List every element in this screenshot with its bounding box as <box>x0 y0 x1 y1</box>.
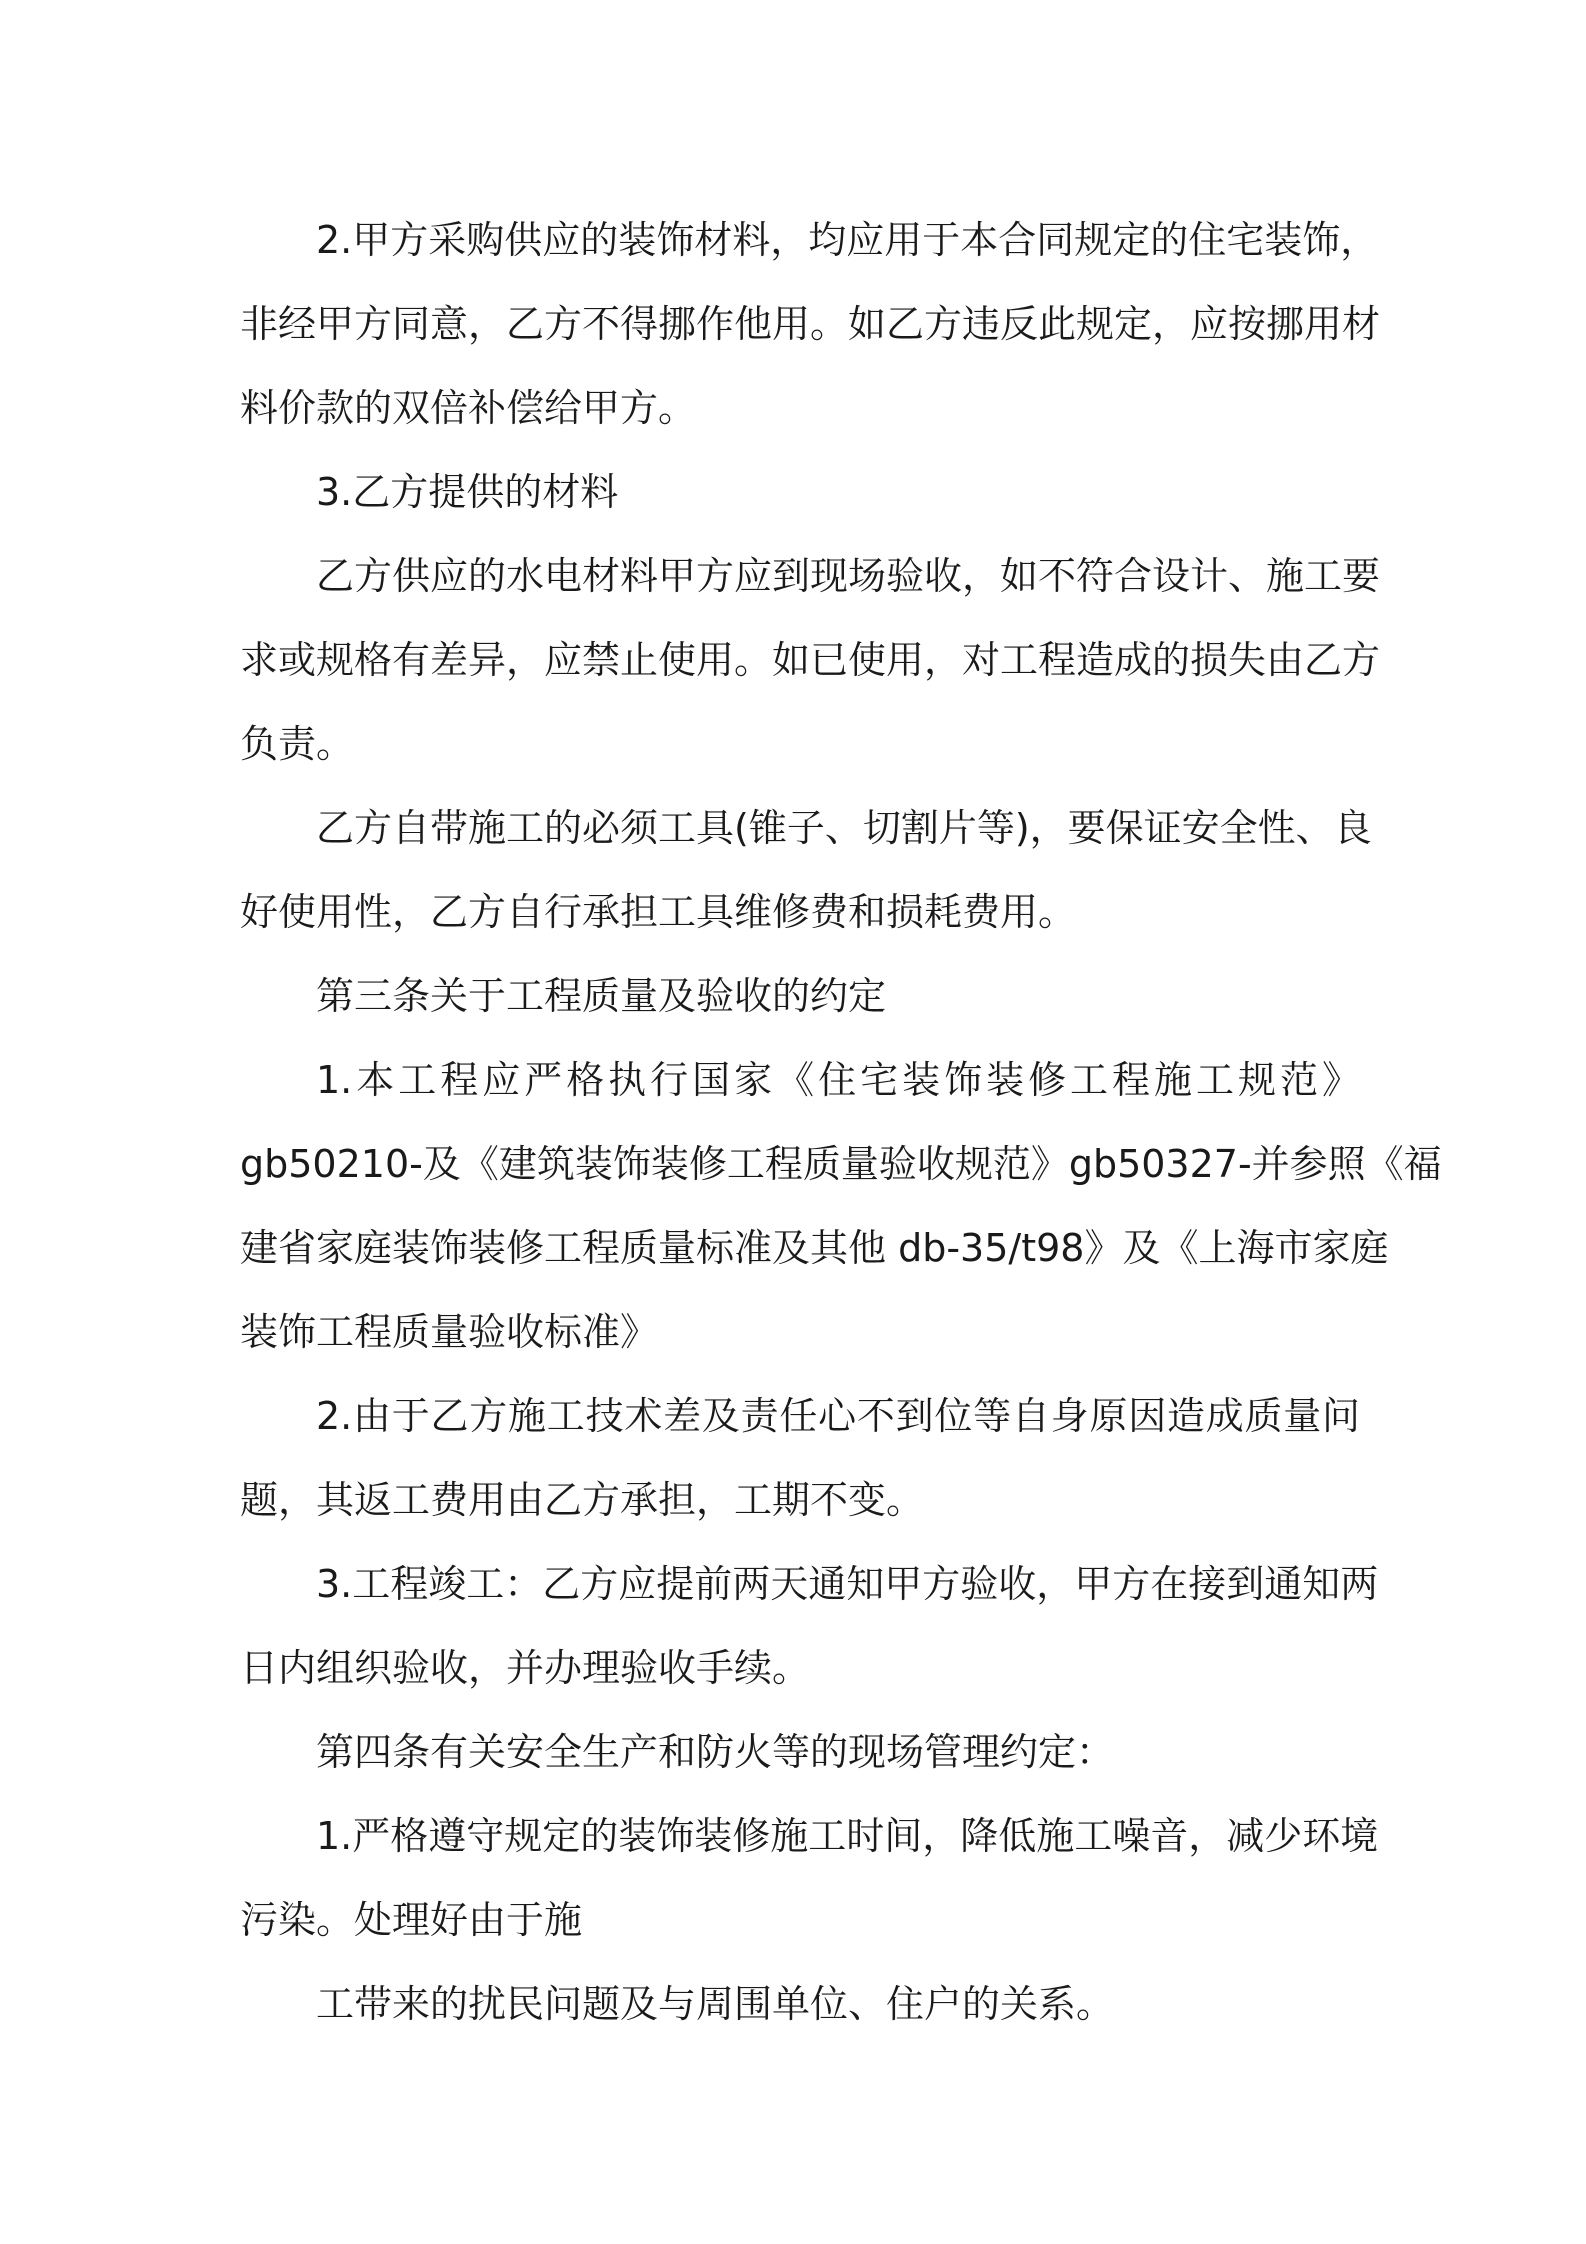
text-line: 乙方供应的水电材料甲方应到现场验收，如不符合设计、施工要 <box>316 554 1381 598</box>
paragraph-materials-heading <box>240 450 1360 534</box>
text-line: 1.严格遵守规定的装饰装修施工时间，降低施工噪音，减少环境 <box>316 1814 1379 1858</box>
text-line: 3.乙方提供的材料 <box>316 470 619 514</box>
text-line: 题，其返工费用由乙方承担，工期不变。 <box>240 1478 925 1522</box>
text-line: 3.工程竣工：乙方应提前两天通知甲方验收，甲方在接到通知两 <box>316 1562 1379 1606</box>
text-line: 日内组织验收，并办理验收手续。 <box>240 1646 811 1690</box>
text-line: 工带来的扰民问题及与周围单位、住户的关系。 <box>316 1982 1115 2026</box>
paragraph-inspection <box>240 534 1381 786</box>
document-body <box>240 198 1442 2046</box>
text-line: 好使用性，乙方自行承担工具维修费和损耗费用。 <box>240 890 1077 934</box>
text-line: gb50210-及《建筑装饰装修工程质量验收规范》gb50327-并参照《福 <box>240 1142 1442 1186</box>
paragraph-article-4-heading <box>240 1710 1360 1794</box>
paragraph-neighbors <box>240 1962 1360 2046</box>
text-line: 第四条有关安全生产和防火等的现场管理约定： <box>316 1730 1115 1774</box>
paragraph-completion <box>240 1542 1379 1710</box>
text-line: 非经甲方同意，乙方不得挪作他用。如乙方违反此规定，应按挪用材 <box>240 302 1381 346</box>
text-line: 2.由于乙方施工技术差及责任心不到位等自身原因造成质量问 <box>316 1394 1360 1438</box>
text-line: 负责。 <box>240 722 355 766</box>
text-line: 2.甲方采购供应的装饰材料，均应用于本合同规定的住宅装饰， <box>316 218 1379 262</box>
text-line: 建省家庭装饰装修工程质量标准及其他 db-35/t98》及《上海市家庭 <box>240 1226 1389 1270</box>
text-line: 装饰工程质量验收标准》 <box>240 1310 659 1354</box>
paragraph-tools <box>240 786 1372 954</box>
text-line: 乙方自带施工的必须工具(锥子、切割片等)，要保证安全性、良 <box>316 806 1372 850</box>
paragraph-rework <box>240 1374 1360 1542</box>
text-line: 第三条关于工程质量及验收的约定 <box>316 974 887 1018</box>
text-line: 1.本工程应严格执行国家《住宅装饰装修工程施工规范》 <box>316 1058 1360 1102</box>
text-line: 求或规格有差异，应禁止使用。如已使用，对工程造成的损失由乙方 <box>240 638 1381 682</box>
text-line: 料价款的双倍补偿给甲方。 <box>240 386 697 430</box>
paragraph-material-use <box>240 198 1381 450</box>
paragraph-article-3-heading <box>240 954 1360 1038</box>
paragraph-noise <box>240 1794 1379 1962</box>
text-line: 污染。处理好由于施 <box>240 1898 583 1942</box>
paragraph-standards <box>240 1038 1442 1374</box>
